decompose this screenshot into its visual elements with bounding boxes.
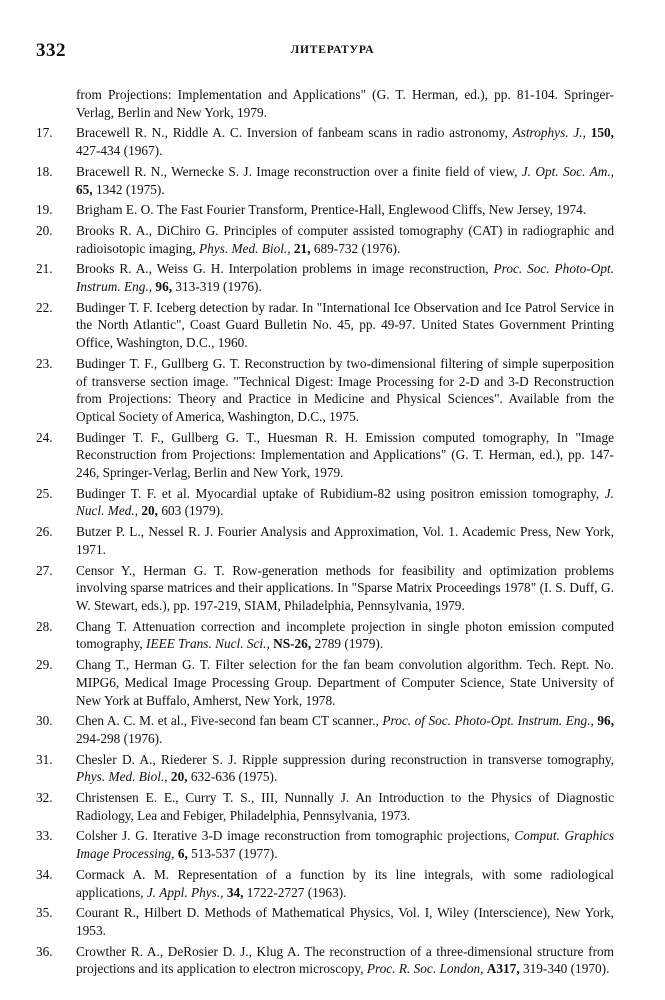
reference-authors-title: Budinger T. F., Gullberg G. T., Huesman R. H. Emission computed tomography, In "Image Reconstruction from Projections: Implementation and Applications" (G. T. Herman, ed.), pp. 147-246, Springer-Verlag, Berlin and New York, 1979.: [76, 429, 614, 481]
reference-number: 34.: [36, 866, 53, 882]
reference-pages-year: 294-298 (1976).: [76, 730, 163, 746]
reference-item: [36, 299, 614, 352]
reference-text: [76, 201, 614, 219]
reference-volume: 20,: [141, 503, 158, 519]
reference-journal: J. Opt. Soc. Am.,: [521, 163, 614, 179]
reference-journal: Phys. Med. Biol.,: [76, 769, 168, 785]
reference-authors-title: Budinger T. F., Gullberg G. T. Reconstruction by two-dimensional filtering of simple superposition of transverse section image. "Technical Digest: Image Processing for 2-D and 3-D Reconstruction from Projections: Theory and Practice in Medicine and Physical Sciences". Available from the Optical Society of America, Washington, D.C., 1975.: [76, 355, 614, 424]
reference-number: 32.: [36, 790, 53, 806]
reference-number: 30.: [36, 713, 53, 729]
reference-continuation: from Projections: Implementation and Applications" (G. T. Herman, ed.), pp. 81-104. Springer-Verlag, Berlin and New York, 1979.: [76, 87, 614, 120]
reference-authors-title: Cormack A. M. Representation of a function by its line integrals, with some radiological applications,: [76, 866, 614, 900]
reference-pages-year: 632-636 (1975).: [187, 769, 278, 785]
reference-authors-title: Christensen E. E., Curry T. S., III, Nunnally J. An Introduction to the Physics of Diagnostic Radiology, Lea and Febiger, Philadelphia, Pennsylvania, 1973.: [76, 790, 614, 823]
reference-pages-year: 319-340 (1970).: [519, 961, 610, 977]
reference-text: [76, 712, 614, 747]
reference-volume: 6,: [177, 846, 188, 862]
reference-item: [36, 523, 614, 558]
reference-item: [36, 751, 614, 786]
reference-volume: NS-26,: [273, 636, 312, 652]
reference-text: [76, 904, 614, 939]
reference-item: [36, 485, 614, 520]
reference-text: [76, 429, 614, 482]
reference-item: [36, 618, 614, 653]
reference-number: 21.: [36, 261, 53, 277]
reference-journal: Proc. Soc. Photo-Opt. Instrum. Eng.,: [76, 261, 615, 295]
reference-journal: IEEE Trans. Nucl. Sci.,: [146, 636, 270, 652]
reference-number: 28.: [36, 618, 53, 634]
reference-text: [76, 299, 614, 352]
reference-number: 17.: [36, 125, 53, 141]
reference-list: [36, 86, 614, 981]
reference-volume: 150,: [590, 125, 614, 141]
reference-volume: 65,: [76, 181, 93, 197]
reference-text: [76, 124, 614, 159]
reference-item: [36, 355, 614, 426]
reference-authors-title: Chang T. Attenuation correction and incomplete projection in single photon emission computed tomography,: [76, 618, 614, 652]
reference-text: [76, 260, 614, 295]
reference-text: [76, 866, 614, 901]
reference-number: 19.: [36, 202, 53, 218]
reference-authors-title: Brooks R. A., Weiss G. H. Interpolation problems in image reconstruction,: [76, 261, 494, 277]
reference-volume: 34,: [226, 884, 244, 900]
reference-authors-title: Censor Y., Herman G. T. Row-generation methods for feasibility and optimization problems involving sparse matrices and their applications. In "Sparse Matrix Proceedings 1978" (I. S. Duff, G. W. Stewart, eds.), pp. 197-219, SIAM, Philadelphia, Pennsylvania, 1979.: [76, 562, 614, 613]
reference-item: [36, 163, 614, 198]
reference-number: 24.: [36, 429, 53, 445]
reference-authors-title: Budinger T. F. Iceberg detection by radar. In "International Ice Observation and Ice Patrol Service in the North Atlantic", Coast Guard Bulletin No. 45, pp. 49-97. United States Government Printing Office, Washington, D.C., 1960.: [76, 299, 614, 351]
reference-authors-title: Budinger T. F. et al. Myocardial uptake of Rubidium-82 using positron emission tomography,: [76, 485, 605, 501]
reference-journal: Proc. of Soc. Photo-Opt. Instrum. Eng.,: [382, 713, 594, 729]
reference-text: [76, 751, 614, 786]
reference-item: [36, 866, 614, 901]
reference-journal: Proc. R. Soc. London,: [366, 961, 484, 977]
reference-authors-title: Colsher J. G. Iterative 3-D image reconstruction from tomographic projections,: [76, 828, 515, 844]
reference-authors-title: Brooks R. A., DiChiro G. Principles of computer assisted tomography (CAT) in radiographic and radioisotopic imaging,: [76, 222, 614, 256]
reference-authors-title: Courant R., Hilbert D. Methods of Mathematical Physics, Vol. I, Wiley (Interscience), New York, 1953.: [76, 905, 614, 938]
reference-journal: J. Appl. Phys.,: [146, 884, 224, 900]
reference-authors-title: Butzer P. L., Nessel R. J. Fourier Analysis and Approximation, Vol. 1. Academic Press, New York, 1971.: [76, 524, 614, 557]
reference-item: [36, 429, 614, 482]
reference-number: 26.: [36, 524, 53, 540]
reference-journal: J. Nucl. Med.,: [76, 485, 614, 519]
reference-number: 33.: [36, 828, 53, 844]
reference-item: [36, 943, 614, 978]
reference-journal: Phys. Med. Biol.,: [198, 240, 291, 256]
reference-number: 36.: [36, 943, 53, 959]
reference-journal: Astrophys. J.,: [512, 125, 586, 141]
reference-item: [36, 260, 614, 295]
reference-pages-year: 1342 (1975).: [92, 181, 165, 197]
reference-volume: 20,: [170, 769, 188, 785]
reference-text: [76, 355, 614, 426]
reference-authors-title: Chesler D. A., Riederer S. J. Ripple suppression during reconstruction in transverse tomography,: [76, 751, 614, 767]
reference-text: [76, 789, 614, 824]
page-number: 332: [36, 40, 66, 61]
reference-number: 31.: [36, 751, 53, 767]
reference-authors-title: Brigham E. O. The Fast Fourier Transform, Prentice-Hall, Englewood Cliffs, New Jersey, 1974.: [76, 202, 587, 218]
reference-volume: A317,: [486, 961, 520, 977]
reference-number: 22.: [36, 299, 53, 315]
reference-entries: [36, 124, 614, 978]
reference-item: [36, 656, 614, 709]
reference-volume: 96,: [155, 279, 173, 295]
reference-number: 35.: [36, 905, 53, 921]
reference-pages-year: 2789 (1979).: [311, 636, 384, 652]
reference-item: [36, 789, 614, 824]
reference-text: [76, 562, 614, 615]
reference-number: 23.: [36, 355, 53, 371]
reference-text: [76, 656, 614, 709]
reference-item: [36, 904, 614, 939]
reference-authors-title: Bracewell R. N., Wernecke S. J. Image reconstruction over a finite field of view,: [76, 163, 522, 179]
reference-item: [36, 712, 614, 747]
reference-journal: Comput. Graphics Image Processing,: [76, 828, 614, 862]
reference-text: [76, 523, 614, 558]
reference-number: 25.: [36, 485, 53, 501]
reference-pages-year: 603 (1979).: [158, 503, 224, 519]
reference-item: [36, 201, 614, 219]
reference-item: [36, 222, 614, 257]
reference-pages-year: 513-537 (1977).: [187, 846, 278, 862]
reference-text: [76, 222, 614, 257]
reference-pages-year: 1722-2727 (1963).: [243, 884, 347, 900]
reference-text: [76, 485, 614, 520]
running-head: ЛИТЕРАТУРА: [290, 44, 375, 56]
reference-pages-year: 313-319 (1976).: [172, 279, 262, 295]
reference-volume: 96,: [597, 713, 615, 729]
reference-item: [36, 827, 614, 862]
reference-authors-title: Chang T., Herman G. T. Filter selection for the fan beam convolution algorithm. Tech. Rept. No. MIPG6, Medical Image Processing Group. Department of Computer Science, State University of New York at Buffalo, Amherst, New York, 1978.: [76, 657, 614, 708]
reference-authors-title: Chen A. C. M. et al., Five-second fan beam CT scanner.,: [76, 713, 383, 729]
reference-pages-year: 427-434 (1967).: [76, 143, 163, 159]
reference-number: 20.: [36, 222, 53, 238]
reference-volume: 21,: [293, 240, 311, 256]
reference-text: [76, 163, 614, 198]
reference-authors-title: Crowther R. A., DeRosier D. J., Klug A. The reconstruction of a three-dimensional structure from projections and its application to electron microscopy,: [76, 943, 614, 977]
reference-text: [76, 827, 614, 862]
reference-text: [76, 943, 614, 978]
reference-pages-year: 689-732 (1976).: [310, 240, 401, 256]
reference-number: 29.: [36, 657, 53, 673]
reference-item: [36, 562, 614, 615]
reference-number: 27.: [36, 562, 53, 578]
reference-authors-title: Bracewell R. N., Riddle A. C. Inversion of fanbeam scans in radio astronomy,: [76, 125, 513, 141]
reference-text: [76, 618, 614, 653]
reference-item: [36, 124, 614, 159]
reference-number: 18.: [36, 163, 53, 179]
